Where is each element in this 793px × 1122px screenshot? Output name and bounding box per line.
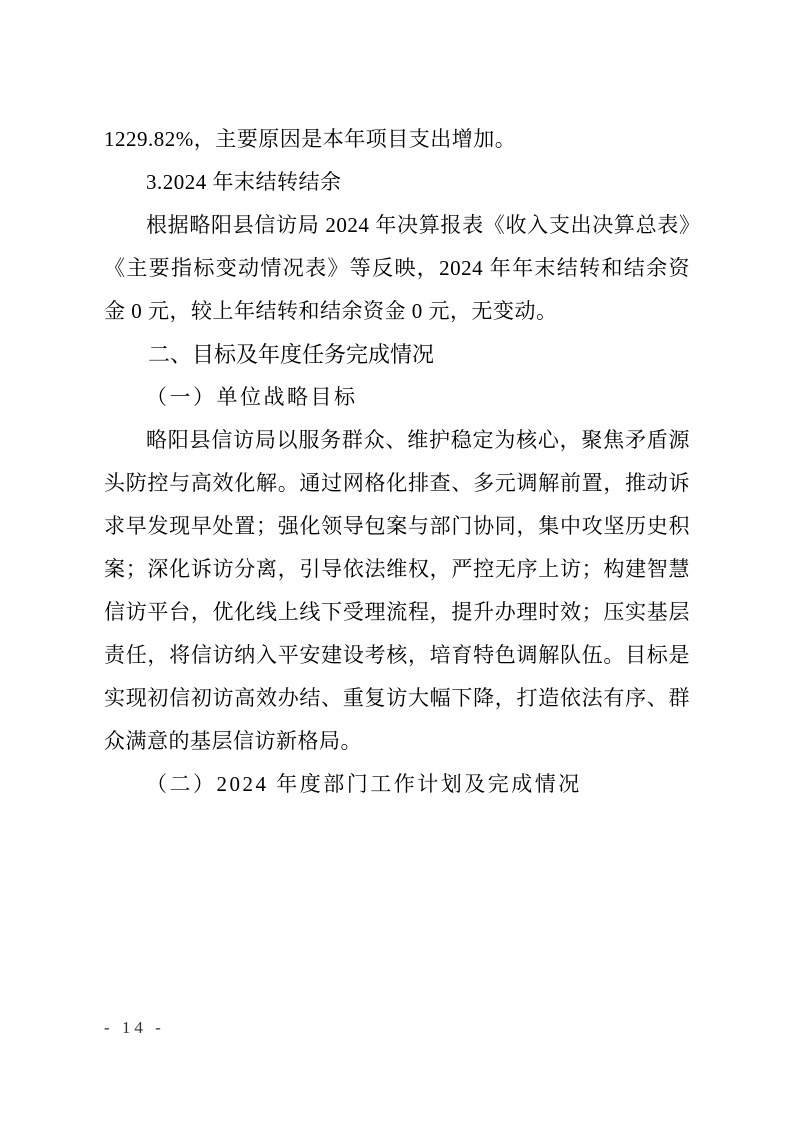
page-number: - 14 -	[104, 1018, 165, 1037]
paragraph-strategic-goals: 略阳县信访局以服务群众、维护稳定为核心，聚焦矛盾源头防控与高效化解。通过网格化排查、多元调解前置，推动诉求早发现早处置；强化领导包案与部门协同，集中攻坚历史积案；深化诉访分离，引导依法维权，严控无序上访；构建智慧信访平台，优化线上线下受理流程，提升办理时效；压实基层责任，将信访纳入平安建设考核，培育特色调解队伍。目标是实现初信初访高效办结、重复访大幅下降，打造依法有序、群众满意的基层信访新格局。	[104, 428, 690, 753]
document-content	[104, 118, 690, 806]
subsection1-heading: （一）单位战略目标	[146, 385, 358, 409]
subsection-item3-title: 3.2024 年末结转结余	[146, 170, 342, 194]
section2-heading: 二、目标及年度任务完成情况	[148, 342, 435, 367]
paragraph-item3-body: 根据略阳县信访局 2024 年决算报表《收入支出决算总表》《主要指标变动情况表》等反映，2024 年年末结转和结余资金 0 元，较上年结转和结余资金 0 元，无变动。	[104, 213, 690, 323]
paragraph-continuation: 1229.82%，主要原因是本年项目支出增加。	[104, 127, 517, 151]
subsection2-heading: （二）2024 年度部门工作计划及完成情况	[146, 772, 582, 796]
